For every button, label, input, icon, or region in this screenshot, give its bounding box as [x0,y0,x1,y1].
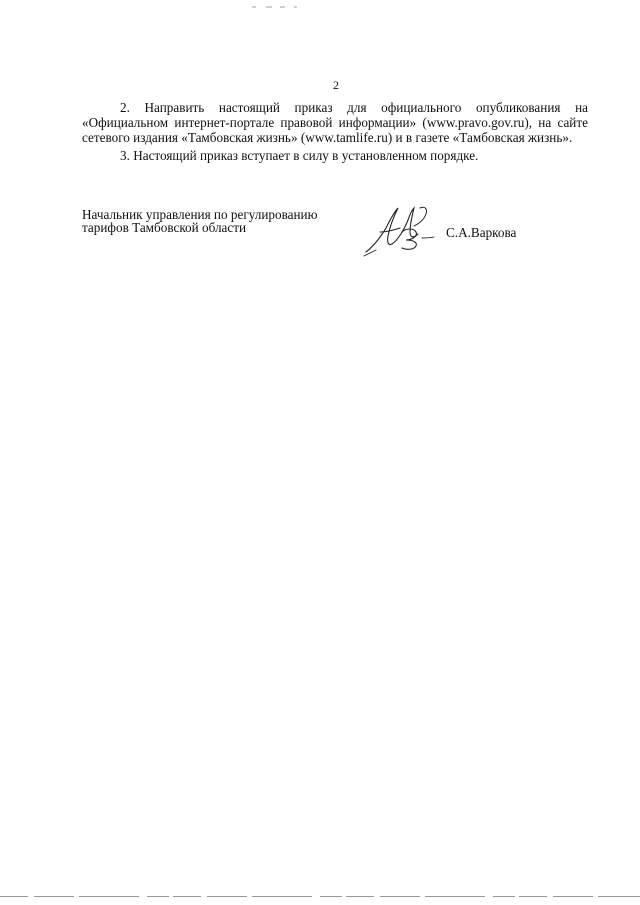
paragraph-effect: 3. Настоящий приказ вступает в силу в установленном порядке. [120,147,479,163]
scan-artifact-marks [250,4,310,10]
document-body [82,100,588,163]
paragraph-publication: 2. Направить настоящий приказ для официального опубликования на «Официальном интернет-портале правовой информации» (www.pravo.gov.ru), на сайте сетевого издания «Тамбовская жизнь» (www.tamlife.ru) и в газете «Тамбовская жизнь». [82,100,588,146]
page-number: 2 [333,78,339,92]
scan-bottom-edge [0,895,640,898]
signatory-position [82,208,372,234]
signature-block [82,208,588,268]
signatory-position-line1: Начальник управления по регулированию [82,207,318,222]
handwritten-signature [360,202,440,260]
signatory-position-line2: тарифов Тамбовской области [82,220,247,235]
signatory-name: С.А.Варкова [446,225,517,240]
